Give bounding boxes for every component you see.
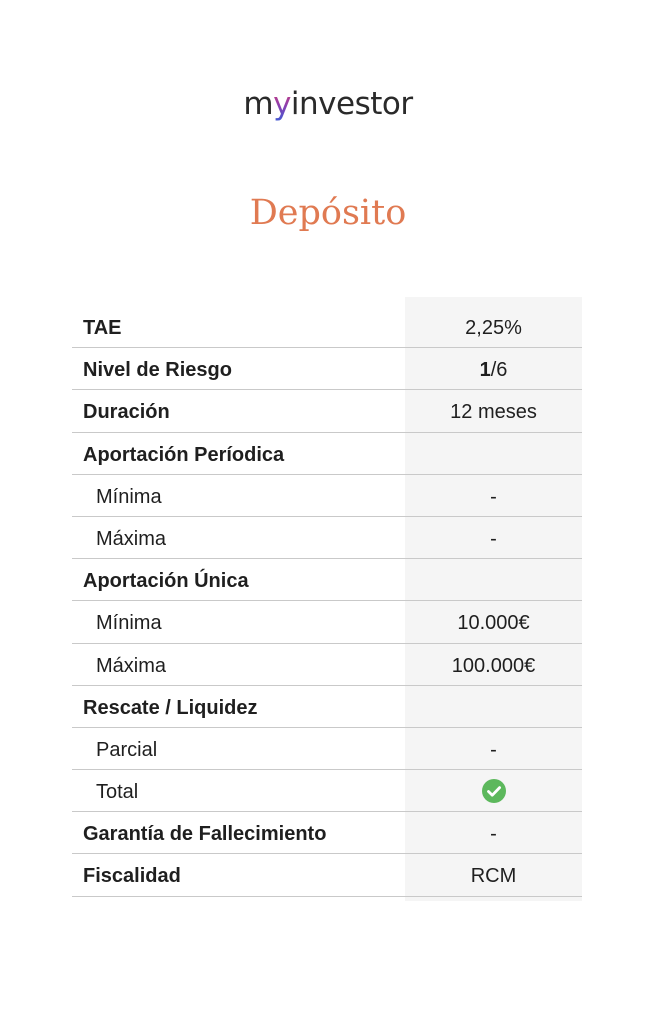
row-label: Aportación Períodica xyxy=(83,443,285,466)
row-value: - xyxy=(490,823,497,846)
row-unica-maxima xyxy=(72,644,582,686)
row-label: Nivel de Riesgo xyxy=(83,359,232,382)
row-value xyxy=(405,686,582,727)
myinvestor-logo xyxy=(0,84,656,124)
risk-level-value: 1 xyxy=(479,359,491,382)
row-unica-minima xyxy=(72,601,582,643)
row-label: Parcial xyxy=(96,738,158,761)
row-fiscalidad xyxy=(72,854,582,896)
row-value: RCM xyxy=(470,865,517,888)
row-aportacion-periodica xyxy=(72,433,582,475)
logo-part-y: y xyxy=(273,86,291,122)
row-value: 100.000€ xyxy=(451,654,536,677)
row-label: Aportación Única xyxy=(83,570,249,593)
row-value xyxy=(405,433,582,474)
row-rescate-parcial xyxy=(72,728,582,770)
row-value: - xyxy=(490,738,497,761)
row-garantia-fallecimiento xyxy=(72,812,582,854)
row-value: - xyxy=(490,527,497,550)
row-rescate-total xyxy=(72,770,582,812)
row-rescate-liquidez xyxy=(72,686,582,728)
row-label: Fiscalidad xyxy=(83,865,181,888)
row-periodica-minima xyxy=(72,475,582,517)
row-label: TAE xyxy=(83,317,122,339)
row-tae xyxy=(72,306,582,348)
logo-part-investor: investor xyxy=(290,86,413,122)
row-value xyxy=(405,559,582,600)
row-label: Total xyxy=(96,781,139,804)
row-nivel-riesgo xyxy=(72,348,582,390)
row-value: - xyxy=(490,485,497,508)
row-label: Duración xyxy=(83,401,170,424)
risk-level-scale: /6 xyxy=(490,359,508,382)
row-label: Rescate / Liquidez xyxy=(83,696,258,719)
row-label: Mínima xyxy=(96,612,162,635)
page-title: Depósito xyxy=(249,193,407,233)
row-periodica-maxima xyxy=(72,517,582,559)
row-label: Mínima xyxy=(96,485,162,508)
row-aportacion-unica xyxy=(72,559,582,601)
check-circle-icon xyxy=(482,779,506,803)
row-value: 2,25% xyxy=(465,317,522,339)
row-value: 10.000€ xyxy=(457,612,530,635)
row-label: Máxima xyxy=(96,527,167,550)
row-label: Máxima xyxy=(96,654,167,677)
row-label: Garantía de Fallecimiento xyxy=(83,823,327,846)
row-value xyxy=(405,770,582,811)
row-value: 12 meses xyxy=(450,401,537,424)
logo-part-m: m xyxy=(243,86,274,122)
row-duracion xyxy=(72,390,582,432)
row-value xyxy=(405,348,582,389)
